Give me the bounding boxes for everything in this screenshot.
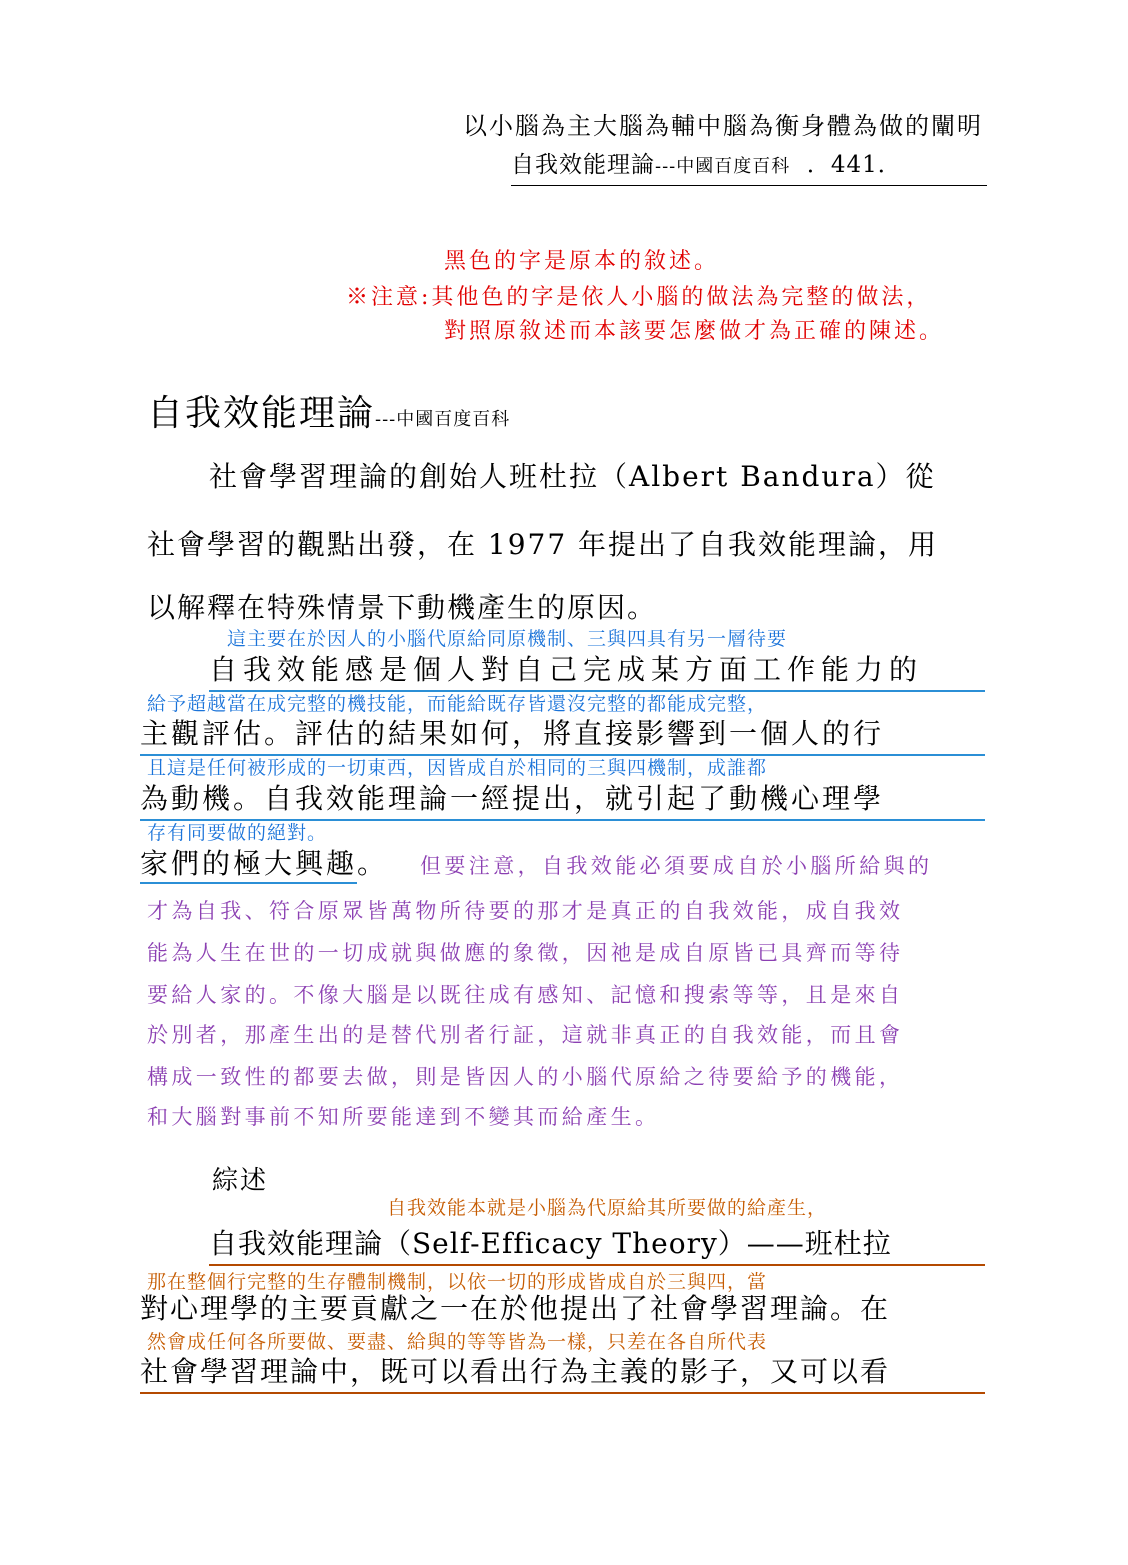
summary-heading: 綜述 (212, 1166, 269, 1196)
blue-main-line-1: 自我效能感是個人對自己完成某方面工作能力的 (209, 648, 985, 692)
note-line-1: 黑色的字是原本的敘述。 (444, 249, 720, 274)
blue-underlined-text: 家們的極大興趣 (140, 847, 357, 884)
blue-annotation-1: 這主要在於因人的小腦代原給同原機制、三與四具有另一層待要 (227, 628, 788, 650)
section-title (147, 385, 510, 436)
orange-annotation-2: 那在整個行完整的生存體制機制，以依一切的形成皆成自於三與四，當 (147, 1271, 768, 1293)
purple-line-1: 但要注意，自我效能必須要成自於小腦所給與的 (420, 854, 933, 878)
purple-line-5: 於別者，那產生出的是替代別者行証，這就非真正的自我效能，而且會 (147, 1023, 904, 1047)
blue-annotation-2: 給予超越當在成完整的機技能，而能給既存皆還沒完整的都能成完整， (147, 693, 768, 715)
purple-line-7: 和大腦對事前不知所要能達到不變其而給產生。 (147, 1105, 660, 1129)
header-subtitle (511, 146, 987, 186)
orange-main-line-1: 自我效能理論（Self-Efficacy Theory）——班杜拉 (209, 1222, 985, 1266)
blue-main-line-4 (140, 842, 388, 882)
section-title-source: ---中國百度百科 (375, 409, 511, 430)
blue-line-period: 。 (357, 847, 389, 880)
header-source-name: ---中國百度百科 (655, 156, 791, 177)
purple-line-3: 能為人生在世的一切成就與做應的象徵，因祂是成自原皆已具齊而等待 (147, 941, 904, 965)
orange-main-line-3: 社會學習理論中，既可以看出行為主義的影子，又可以看 (140, 1350, 985, 1394)
blue-main-line-3: 為動機。自我效能理論一經提出，就引起了動機心理學 (140, 777, 985, 821)
header-title: 以小腦為主大腦為輔中腦為衡身體為做的闡明 (463, 112, 983, 140)
orange-main-line-2: 對心理學的主要貢獻之一在於他提出了社會學習理論。在 (140, 1292, 891, 1325)
paragraph-line-2: 社會學習的觀點出發，在 1977 年提出了自我效能理論，用 (147, 528, 939, 561)
purple-line-6: 構成一致性的都要去做，則是皆因人的小腦代原給之待要給予的機能， (147, 1065, 904, 1089)
paragraph-line-3: 以解釋在特殊情景下動機產生的原因。 (147, 591, 658, 624)
blue-annotation-4: 存有同要做的絕對。 (147, 822, 328, 844)
section-title-main: 自我效能理論 (147, 393, 376, 434)
header-source-title: 自我效能理論 (511, 152, 655, 178)
page-number: ．441． (806, 152, 902, 178)
note-line-3: 對照原敘述而本該要怎麼做才為正確的陳述。 (444, 319, 945, 344)
blue-annotation-3: 且這是任何被形成的一切東西，因皆成自於相同的三與四機制，成誰都 (147, 757, 768, 779)
purple-line-2: 才為自我、符合原眾皆萬物所待要的那才是真正的自我效能，成自我效 (147, 899, 904, 923)
purple-line-4: 要給人家的。不像大腦是以既往成有感知、記憶和搜索等等，且是來自 (147, 983, 904, 1007)
paragraph-line-1: 社會學習理論的創始人班杜拉（Albert Bandura）從 (209, 460, 936, 493)
orange-annotation-3: 然會成任何各所要做、要盡、給與的等等皆為一樣，只差在各自所代表 (147, 1331, 768, 1353)
blue-main-line-2: 主觀評估。評估的結果如何，將直接影響到一個人的行 (140, 712, 985, 756)
orange-annotation-1: 自我效能本就是小腦為代原給其所要做的給產生， (387, 1197, 828, 1219)
note-line-2: ※注意:其他色的字是依人小腦的做法為完整的做法， (346, 285, 932, 310)
